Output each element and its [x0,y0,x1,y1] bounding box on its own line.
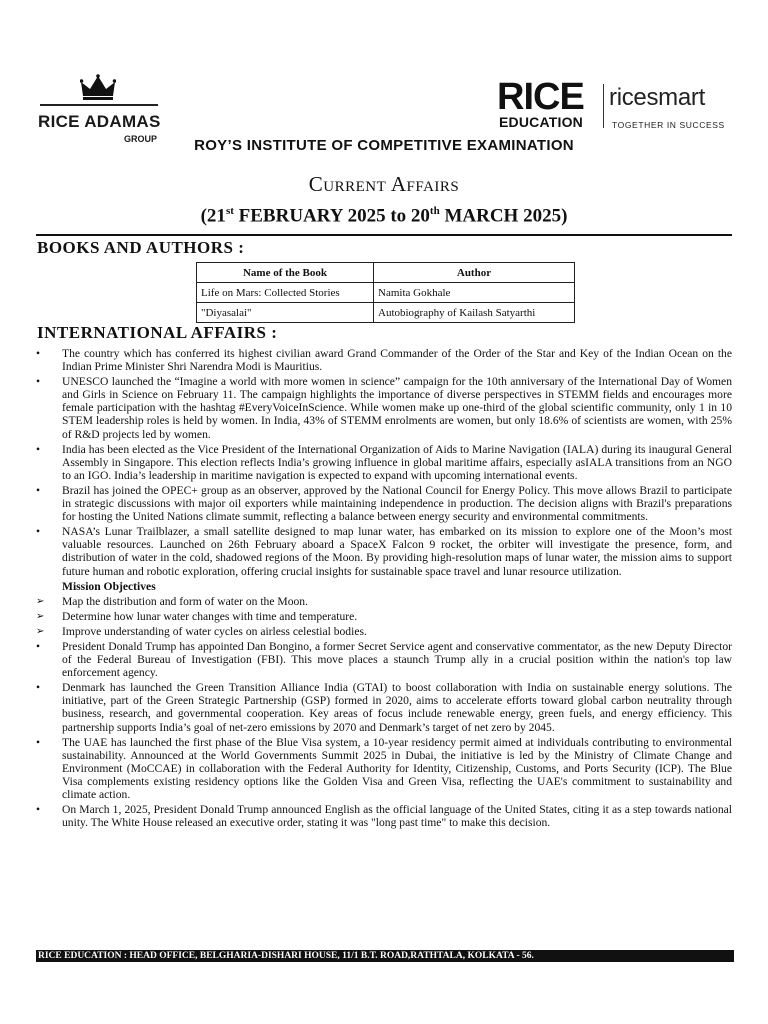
list-item [36,375,732,440]
author-cell: Namita Gokhale [374,283,575,303]
mission-objectives-heading: Mission Objectives [62,579,156,593]
item-text: India has been elected as the Vice President of the International Organization of Aids to Marine Navigation (IALA) during its inaugural General Assembly in Singapore. This election reflects India’s growing influence in global maritime affairs, especially asIALA transitions from an NGO to an IGO. India’s leadership in maritime navigation is expected to expand with upcoming international events. [62,442,732,482]
bullet: • [36,803,41,817]
list-item [36,443,732,482]
list-item [36,484,732,523]
mission-item [36,595,732,608]
mission-item [36,610,732,623]
arrow-icon: ➢ [36,625,45,637]
date-range [0,205,768,227]
header-rule [36,234,732,236]
list-item [36,803,732,829]
item-text: Determine how lunar water changes with time and temperature. [62,609,358,623]
range-mid: FEBRUARY 2025 to 20 [233,205,430,227]
bullet: • [36,735,41,749]
item-text: Brazil has joined the OPEC+ group as an observer, approved by the National Council for Energy Policy. This move allows Brazil to participate in strategic discussions with major oil exporters while maintaining independence in production. The decision aligns with Brazil's preparations for hosting the United Nations climate summit, reflecting a balance between energy security and environmental commitments. [62,483,732,524]
arrow-icon: ➢ [36,595,45,607]
column-header-author: Author [374,263,575,283]
item-text: Denmark has launched the Green Transition Alliance India (GTAI) to boost collaboration with India on sustainable energy solutions. The initiative, part of the Green Strategic Partnership (GSP) formed in 2020, aims to accelerate efforts toward global carbon neutrality through business, research, and governmental cooperation. Key areas of focus include renewable energy, green fuels, and energy efficiency. This partnership supports India’s goal of net-zero emissions by 2070 and Denmark’s target of net zero by 2045. [62,681,732,734]
list-item [36,736,732,801]
books-heading: BOOKS AND AUTHORS : [37,238,245,257]
bullet: • [36,347,41,360]
range-sup-th: th [429,205,440,217]
rice-adamas-name: RICE ADAMAS [38,112,161,131]
item-text: NASA’s Lunar Trailblazer, a small satellite designed to map lunar water, has embarked on its mission to explore one of the Moon’s most valuable resources. Launched on 26th February aboard a SpaceX Falcon 9 rocket, the orbiter will investigate the presence, form, and distribution of water in the cold, shadowed regions of the Moon. By providing high-resolution maps of lunar water, the mission aims to support future human and robotic exploration, offering crucial insights for sustainable space travel and lunar resource utilization. [62,525,732,578]
bullet: • [36,639,41,653]
list-item [36,640,732,679]
bullet: • [36,525,41,539]
footer-address-bar: RICE EDUCATION : HEAD OFFICE, BELGHARIA-DISHARI HOUSE, 11/1 B.T. ROAD,RATHTALA, KOLKATA - 56. [36,950,734,962]
rice-adamas-group: GROUP [124,134,158,144]
book-name-cell: "Diyasalai" [197,303,374,323]
crown-icon [80,74,116,100]
list-item [36,681,732,733]
table-row [197,283,575,303]
item-text: Map the distribution and form of water on the Moon. [62,594,308,608]
logo-rule [40,104,158,106]
logo-divider [603,84,604,128]
rice-wordmark: RICE [497,76,584,118]
item-text: President Donald Trump has appointed Dan Bongino, a former Secret Service agent and conservative commentator, as the new Deputy Director of the Federal Bureau of Investigation (FBI). This move places a staunch Trump ally in a crucial position within the nation's top law enforcement agency. [62,639,732,680]
book-name-cell: Life on Mars: Collected Stories [197,283,374,303]
mission-item [36,625,732,638]
range-sup-st: st [225,205,234,217]
item-text: The country which has conferred its highest civilian award Grand Commander of the Order of the Star and Key of the Indian Ocean on the Indian Prime Minister Shri Narendra Modi is Mauritius. [62,347,732,374]
rice-education-logo [497,76,737,136]
table-row [197,303,575,323]
range-open: (21 [200,205,226,227]
ricesmart-wordmark: ricesmart [609,84,705,111]
item-text: The UAE has launched the first phase of the Blue Visa system, a 10-year residency permit aimed at individuals contributing to environmental sustainability. Announced at the World Governments Summit 2025 in Dubai, the initiative is led by the Ministry of Climate Change and Environment (MoCCAE) in collaboration with the Federal Authority for Identity, Citizenship, Customs, and Ports Security (ICP). The Blue Visa complements existing residency options like the Golden Visa and Green Visa, reflecting the UAE's commitment to sustainability and climate action. [62,735,732,801]
bullet: • [36,442,41,456]
institute-name: ROY’S INSTITUTE OF COMPETITIVE EXAMINATION [194,137,574,154]
bullet: • [36,681,41,695]
item-text: Improve understanding of water cycles on airless celestial bodies. [62,624,367,638]
books-table [196,262,575,323]
table-header-row [197,263,575,283]
international-affairs-list [36,347,732,831]
arrow-icon: ➢ [36,610,45,622]
bullet: • [36,483,41,497]
item-text: UNESCO launched the “Imagine a world with more women in science” campaign for the 10th anniversary of the International Day of Women and Girls in Science on February 11. The campaign highlights the importance of diverse perspectives in STEMM fields and encourages more female participation with the hashtag #EveryVoiceInScience. While women make up one-third of the global scientific community, only 1 in 10 STEM leadership roles is held by women. In India, 43% of STEMM enrolments are women, but only 18.6% of scientists are women, with 25% of R&D projects led by women. [62,375,732,441]
list-item [36,525,732,577]
item-text: On March 1, 2025, President Donald Trump announced English as the official language of the United States, citing it as a step towards national unity. The White House released an executive order, stating it was "long past time" to make this decision. [62,803,732,830]
column-header-book: Name of the Book [197,263,374,283]
list-item [36,347,732,373]
logo-tagline: TOGETHER IN SUCCESS [612,120,725,130]
international-heading: INTERNATIONAL AFFAIRS : [37,323,278,342]
range-close: MARCH 2025) [439,205,568,227]
education-wordmark: EDUCATION [499,114,583,130]
page-title: Current Affairs [308,172,460,196]
author-cell: Autobiography of Kailash Satyarthi [374,303,575,323]
bullet: • [36,375,41,389]
